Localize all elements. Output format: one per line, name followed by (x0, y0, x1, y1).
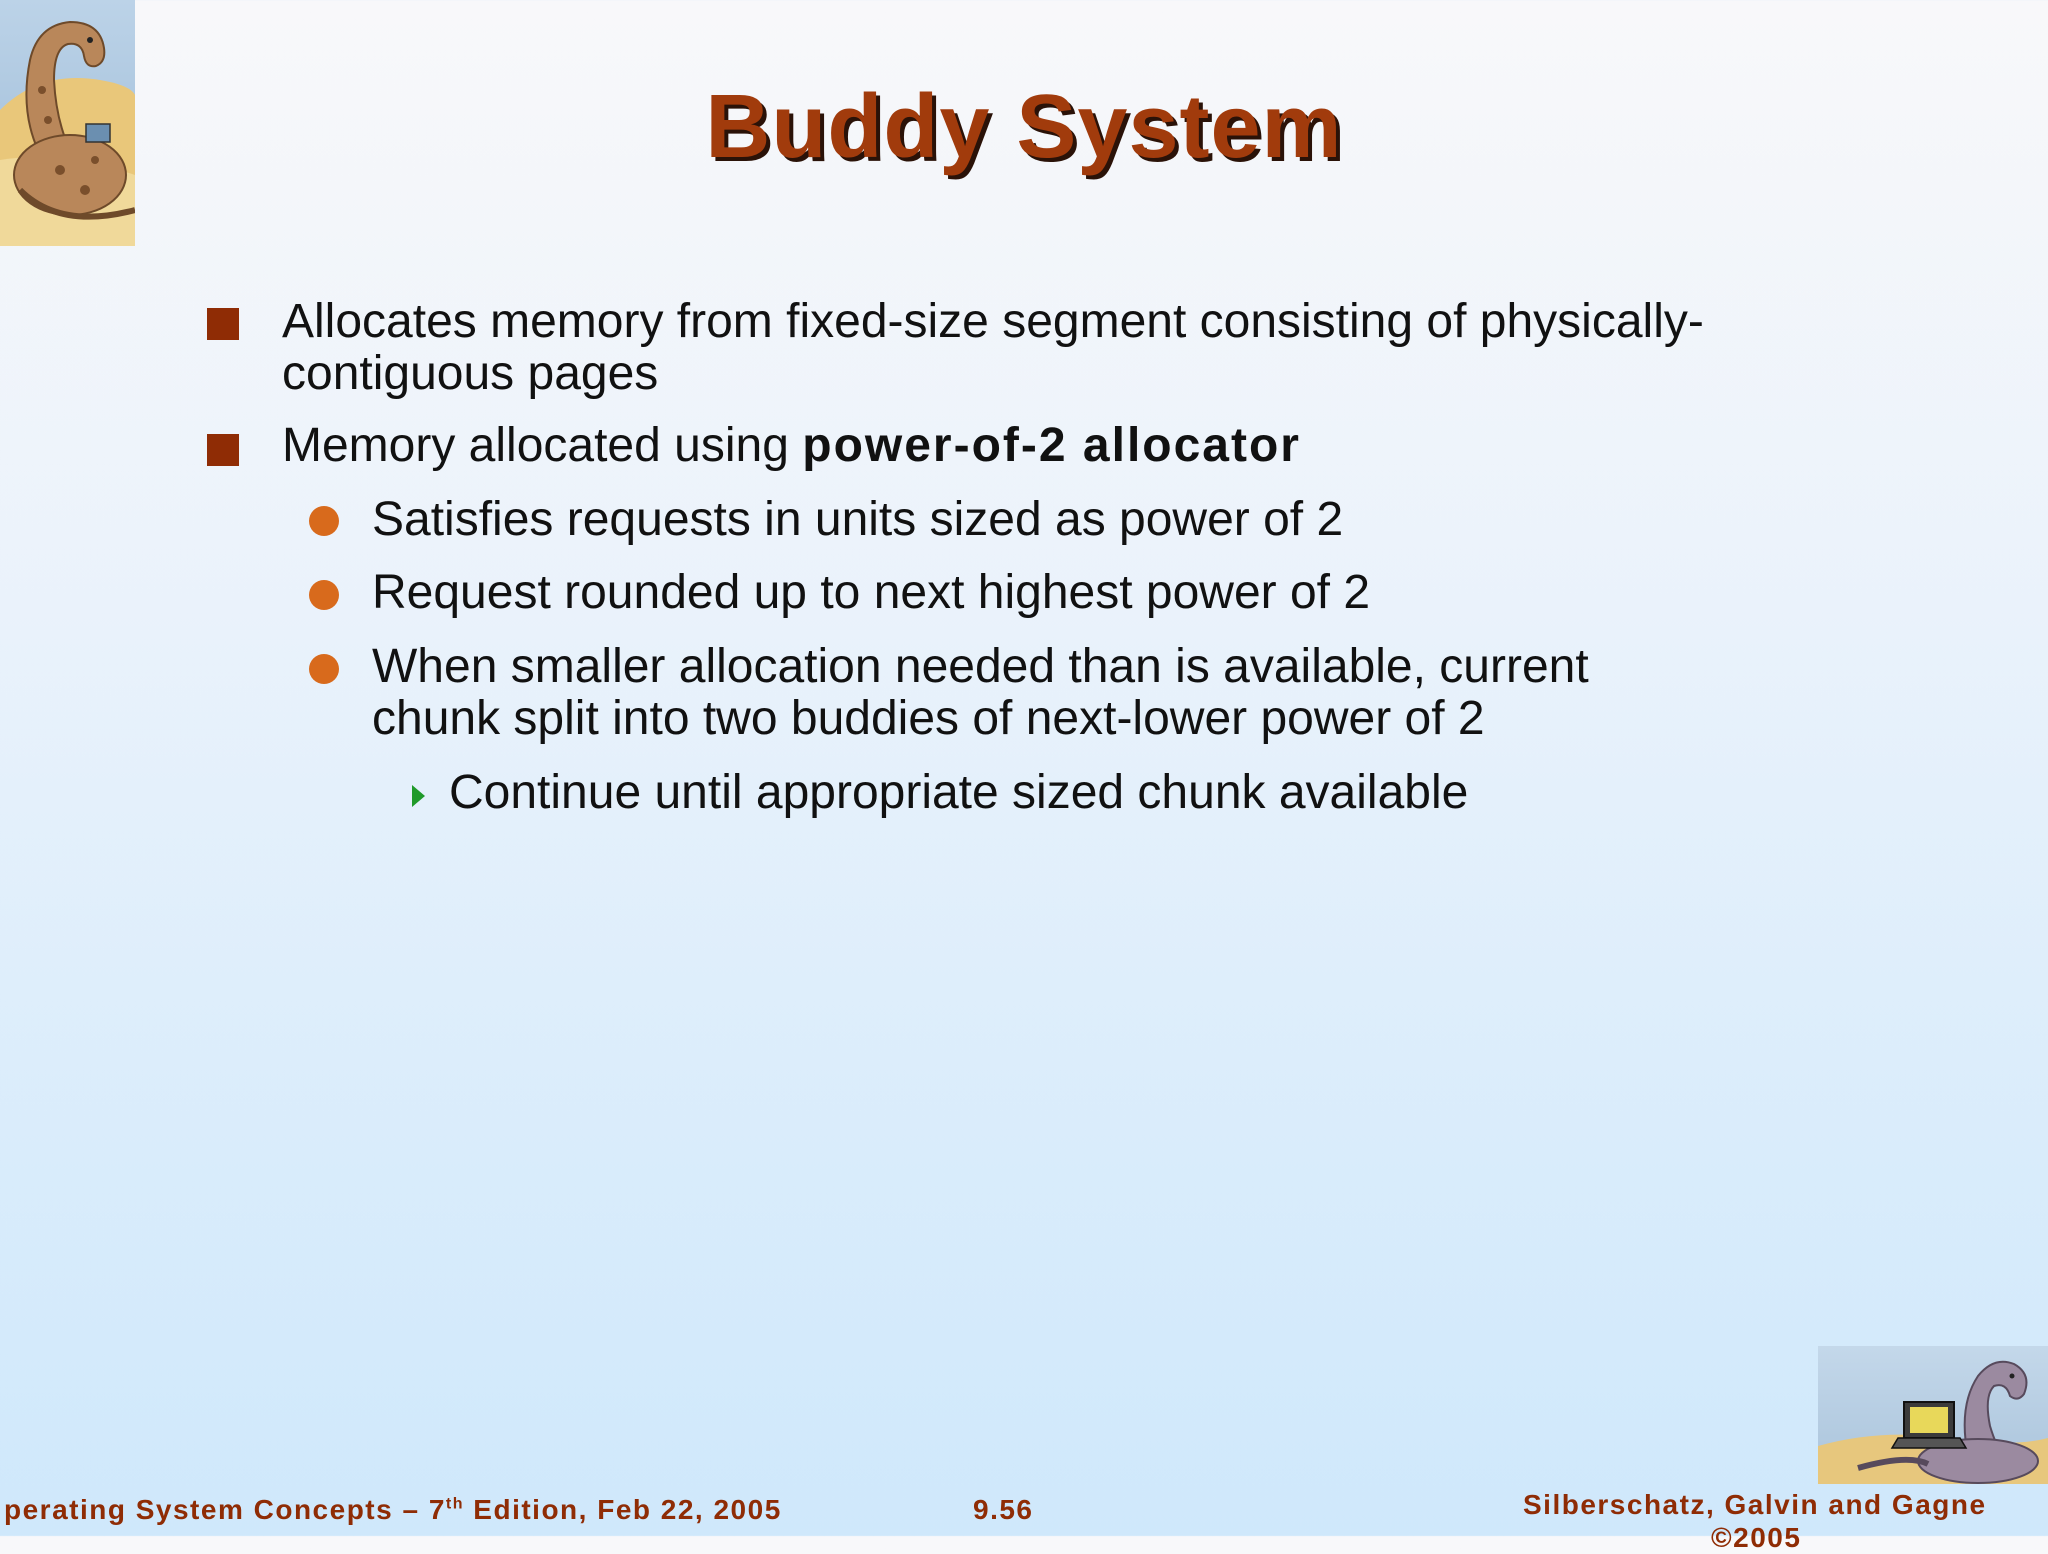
footer-superscript: th (445, 1495, 465, 1513)
sub-bullet-text-line-1: When smaller allocation needed than is available, current (372, 640, 1589, 693)
footer-authors: Silberschatz, Galvin and Gagne (1523, 1489, 1987, 1520)
footer-course-prefix: perating System Concepts – 7 (4, 1494, 446, 1525)
footer-copyright: ©2005 (1711, 1522, 1802, 1553)
sub-bullet-text-line-2: chunk split into two buddies of next-lower power of 2 (372, 692, 1485, 745)
dot-bullet-icon (309, 580, 339, 610)
bullet-text (282, 296, 1842, 400)
bullet-text (282, 420, 1842, 472)
square-bullet-icon (207, 434, 239, 466)
sub-sub-bullet-text: Continue until appropriate sized chunk available (449, 766, 1469, 819)
bullet-text-prefix: Memory allocated using (282, 419, 803, 472)
footer-course-title (4, 1494, 782, 1526)
bold-term: power-of-2 allocator (802, 419, 1301, 472)
dot-bullet-icon (309, 654, 339, 684)
dot-bullet-icon (309, 506, 339, 536)
sub-bullet-text: Satisfies requests in units sized as power of 2 (372, 493, 1344, 546)
footer-course-suffix: Edition, Feb 22, 2005 (464, 1494, 782, 1525)
square-bullet-icon (207, 308, 239, 340)
bullet-text-line-2: contiguous pages (282, 347, 659, 400)
bullet-text-line-1: Allocates memory from fixed-size segment consisting of physically- (282, 295, 1704, 348)
triangle-bullet-icon (412, 785, 425, 807)
sub-bullet-text (372, 641, 1772, 745)
sub-bullet-text: Request rounded up to next highest power of 2 (372, 566, 1371, 619)
slide-title: Buddy System (705, 77, 1343, 177)
footer-page-number: 9.56 (973, 1494, 1034, 1525)
dinosaur-laptop-illustration-icon (1818, 1346, 2048, 1484)
